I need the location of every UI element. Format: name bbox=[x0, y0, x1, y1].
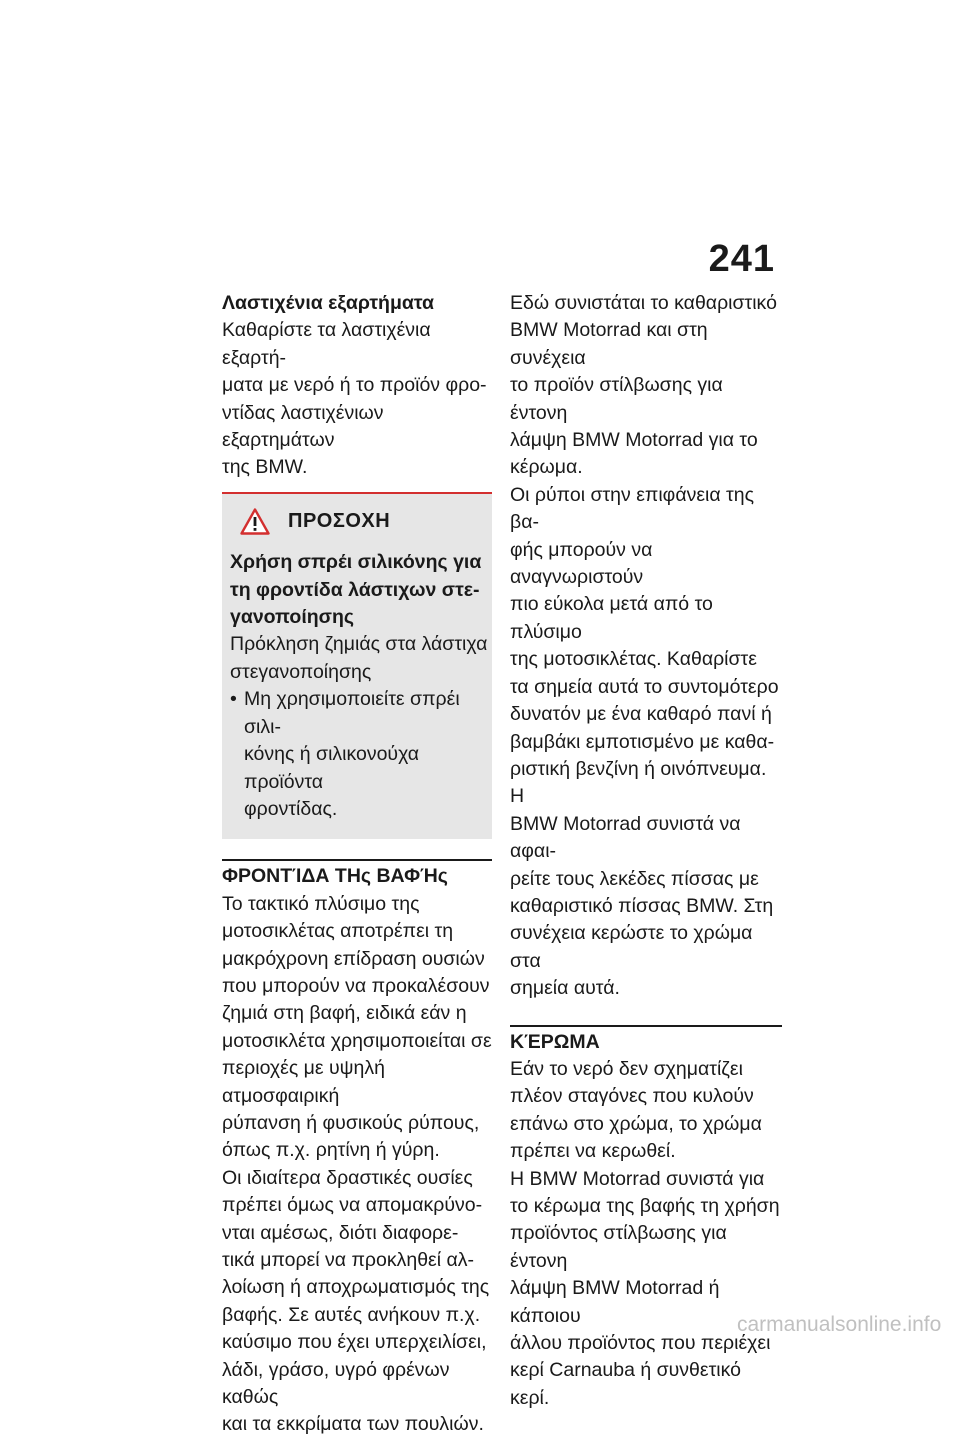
caution-title: ΠΡΟΣΟΧΗ bbox=[288, 509, 391, 532]
caution-box bbox=[222, 492, 492, 839]
text-line: μακρόχρονη επίδραση ουσιών bbox=[222, 947, 485, 970]
caution-subtitle bbox=[230, 549, 488, 631]
text-line: πρέπει όμως να απομακρύνο- bbox=[222, 1194, 483, 1217]
paint-care-title: ΦΡΟΝΤΊΔΑ ΤΗς ΒΑΦΉς bbox=[222, 865, 448, 888]
text-line: φροντίδας. bbox=[244, 797, 338, 820]
text-line: επάνω στο χρώμα, το χρώμα bbox=[510, 1112, 762, 1135]
text-line: στεγανοποίησης bbox=[230, 660, 372, 683]
right-column bbox=[510, 290, 782, 1412]
text-line: κερί Carnauba ή συνθετικό κερί. bbox=[510, 1359, 741, 1409]
text-line: ζημιά στη βαφή, ειδικά εάν η bbox=[222, 1002, 467, 1025]
paint-care-paragraph-2 bbox=[222, 1165, 492, 1439]
text-line: της μοτοσικλέτας. Καθαρίστε bbox=[510, 648, 757, 671]
text-line: Οι ιδιαίτερα δραστικές ουσίες bbox=[222, 1166, 473, 1189]
text-line: το προϊόν στίλβωσης για έντονη bbox=[510, 374, 723, 424]
text-line: πιο εύκολα μετά από το πλύσιμο bbox=[510, 593, 713, 643]
bullet-text bbox=[244, 686, 488, 823]
text-line: σημεία αυτά. bbox=[510, 977, 620, 1000]
waxing-paragraph-2 bbox=[510, 1166, 782, 1413]
page-number: 241 bbox=[708, 238, 775, 280]
text-line: συνέχεια κερώστε το χρώμα στα bbox=[510, 922, 753, 972]
caution-bullet bbox=[230, 686, 488, 823]
text-line: Χρήση σπρέι σιλικόνης για bbox=[230, 551, 482, 574]
rubber-parts-heading: Λαστιχένια εξαρτήματα bbox=[222, 292, 435, 314]
text-line: ρύπανση ή φυσικούς ρύπους, bbox=[222, 1111, 480, 1134]
text-line: Οι ρύποι στην επιφάνεια της βα- bbox=[510, 483, 755, 534]
text-line: Μη χρησιμοποιείτε σπρέι σιλι- bbox=[244, 688, 460, 738]
text-line: που μπορούν να προκαλέσουν bbox=[222, 974, 490, 997]
text-line: κόνης ή σιλικονούχα προϊόντα bbox=[244, 743, 420, 793]
text-line: Το τακτικό πλύσιμο της bbox=[222, 892, 420, 915]
waxing-paragraph-1 bbox=[510, 1056, 782, 1166]
text-line: μοτοσικλέτας αποτρέπει τη bbox=[222, 920, 454, 943]
text-line: τη φροντίδα λάστιχων στε- bbox=[230, 578, 480, 601]
warning-triangle-icon bbox=[240, 508, 270, 535]
text-line: λάδι, γράσο, υγρό φρένων καθώς bbox=[222, 1358, 450, 1409]
text-line: ρείτε τους λεκέδες πίσσας με bbox=[510, 867, 759, 890]
text-line: όπως π.χ. ρητίνη ή γύρη. bbox=[222, 1139, 440, 1162]
text-line: ριστική βενζίνη ή οινόπνευμα. Η bbox=[510, 757, 767, 808]
text-line: Η BMW Motorrad συνιστά για bbox=[510, 1167, 765, 1190]
text-line: τα σημεία αυτά το συντομότερο bbox=[510, 675, 779, 698]
text-line: BMW Motorrad και στη συνέχεια bbox=[510, 319, 708, 369]
waxing-title: ΚΈΡΩΜΑ bbox=[510, 1030, 600, 1053]
text-line: το κέρωμα της βαφής τη χρήση bbox=[510, 1195, 780, 1217]
text-line: καύσιμο που έχει υπερχειλίσει, bbox=[222, 1331, 487, 1354]
left-column bbox=[222, 290, 492, 1439]
bullet-mark: • bbox=[230, 688, 237, 711]
text-line: μοτοσικλέτα χρησιμοποιείται σε bbox=[222, 1029, 492, 1052]
caution-header bbox=[240, 508, 488, 535]
text-line: δυνατόν με ένα καθαρό πανί ή bbox=[510, 703, 772, 726]
cleaner-paragraph bbox=[510, 290, 782, 482]
stains-paragraph bbox=[510, 482, 782, 1003]
paint-care-paragraph-1 bbox=[222, 891, 492, 1165]
text-line: προϊόντος στίλβωσης για έντονη bbox=[510, 1222, 727, 1272]
text-line: ντίδας λαστιχένιων εξαρτημάτων bbox=[222, 401, 384, 452]
text-line: πρέπει να κερωθεί. bbox=[510, 1140, 676, 1163]
text-line: Εάν το νερό δεν σχηματίζει bbox=[510, 1057, 743, 1080]
text-line: περιοχές με υψηλή ατμοσφαιρική bbox=[222, 1057, 385, 1107]
section-divider bbox=[510, 1025, 782, 1027]
text-line: ματα με νερό ή το προϊόν φρο- bbox=[222, 374, 487, 397]
watermark-logo: carmanualsonline.info bbox=[737, 1313, 942, 1336]
text-line: βαφής. Σε αυτές ανήκουν π.χ. bbox=[222, 1303, 481, 1326]
text-line: λάμψη BMW Motorrad ή κάποιου bbox=[510, 1277, 720, 1327]
text-line: νται αμέσως, διότι διαφορε- bbox=[222, 1221, 459, 1244]
text-line: λοίωση ή αποχρωματισμός της bbox=[222, 1276, 490, 1299]
text-line: BMW Motorrad συνιστά να αφαι- bbox=[510, 812, 741, 863]
text-line: της BMW. bbox=[222, 456, 308, 479]
text-line: φής μπορούν να αναγνωριστούν bbox=[510, 538, 653, 589]
caution-body bbox=[230, 631, 488, 686]
text-line: τικά μπορεί να προκληθεί αλ- bbox=[222, 1249, 475, 1271]
text-line: καθαριστικό πίσσας BMW. Στη bbox=[510, 894, 774, 917]
text-line: γανοποίησης bbox=[230, 606, 355, 629]
text-line: Εδώ συνιστάται το καθαριστικό bbox=[510, 292, 777, 314]
rubber-parts-paragraph bbox=[222, 317, 492, 481]
text-line: Πρόκληση ζημιάς στα λάστιχα bbox=[230, 633, 488, 656]
text-line: βαμβάκι εμποτισμένο με καθα- bbox=[510, 730, 775, 753]
text-line: λάμψη BMW Motorrad για το bbox=[510, 429, 758, 452]
text-line: και τα εκκρίματα των πουλιών. bbox=[222, 1413, 484, 1436]
text-line: πλέον σταγόνες που κυλούν bbox=[510, 1085, 754, 1108]
text-line: άλλου προϊόντος που περιέχει bbox=[510, 1332, 771, 1355]
text-line: κέρωμα. bbox=[510, 456, 583, 479]
section-divider bbox=[222, 859, 492, 861]
text-line: Καθαρίστε τα λαστιχένια εξαρτή- bbox=[222, 319, 431, 369]
